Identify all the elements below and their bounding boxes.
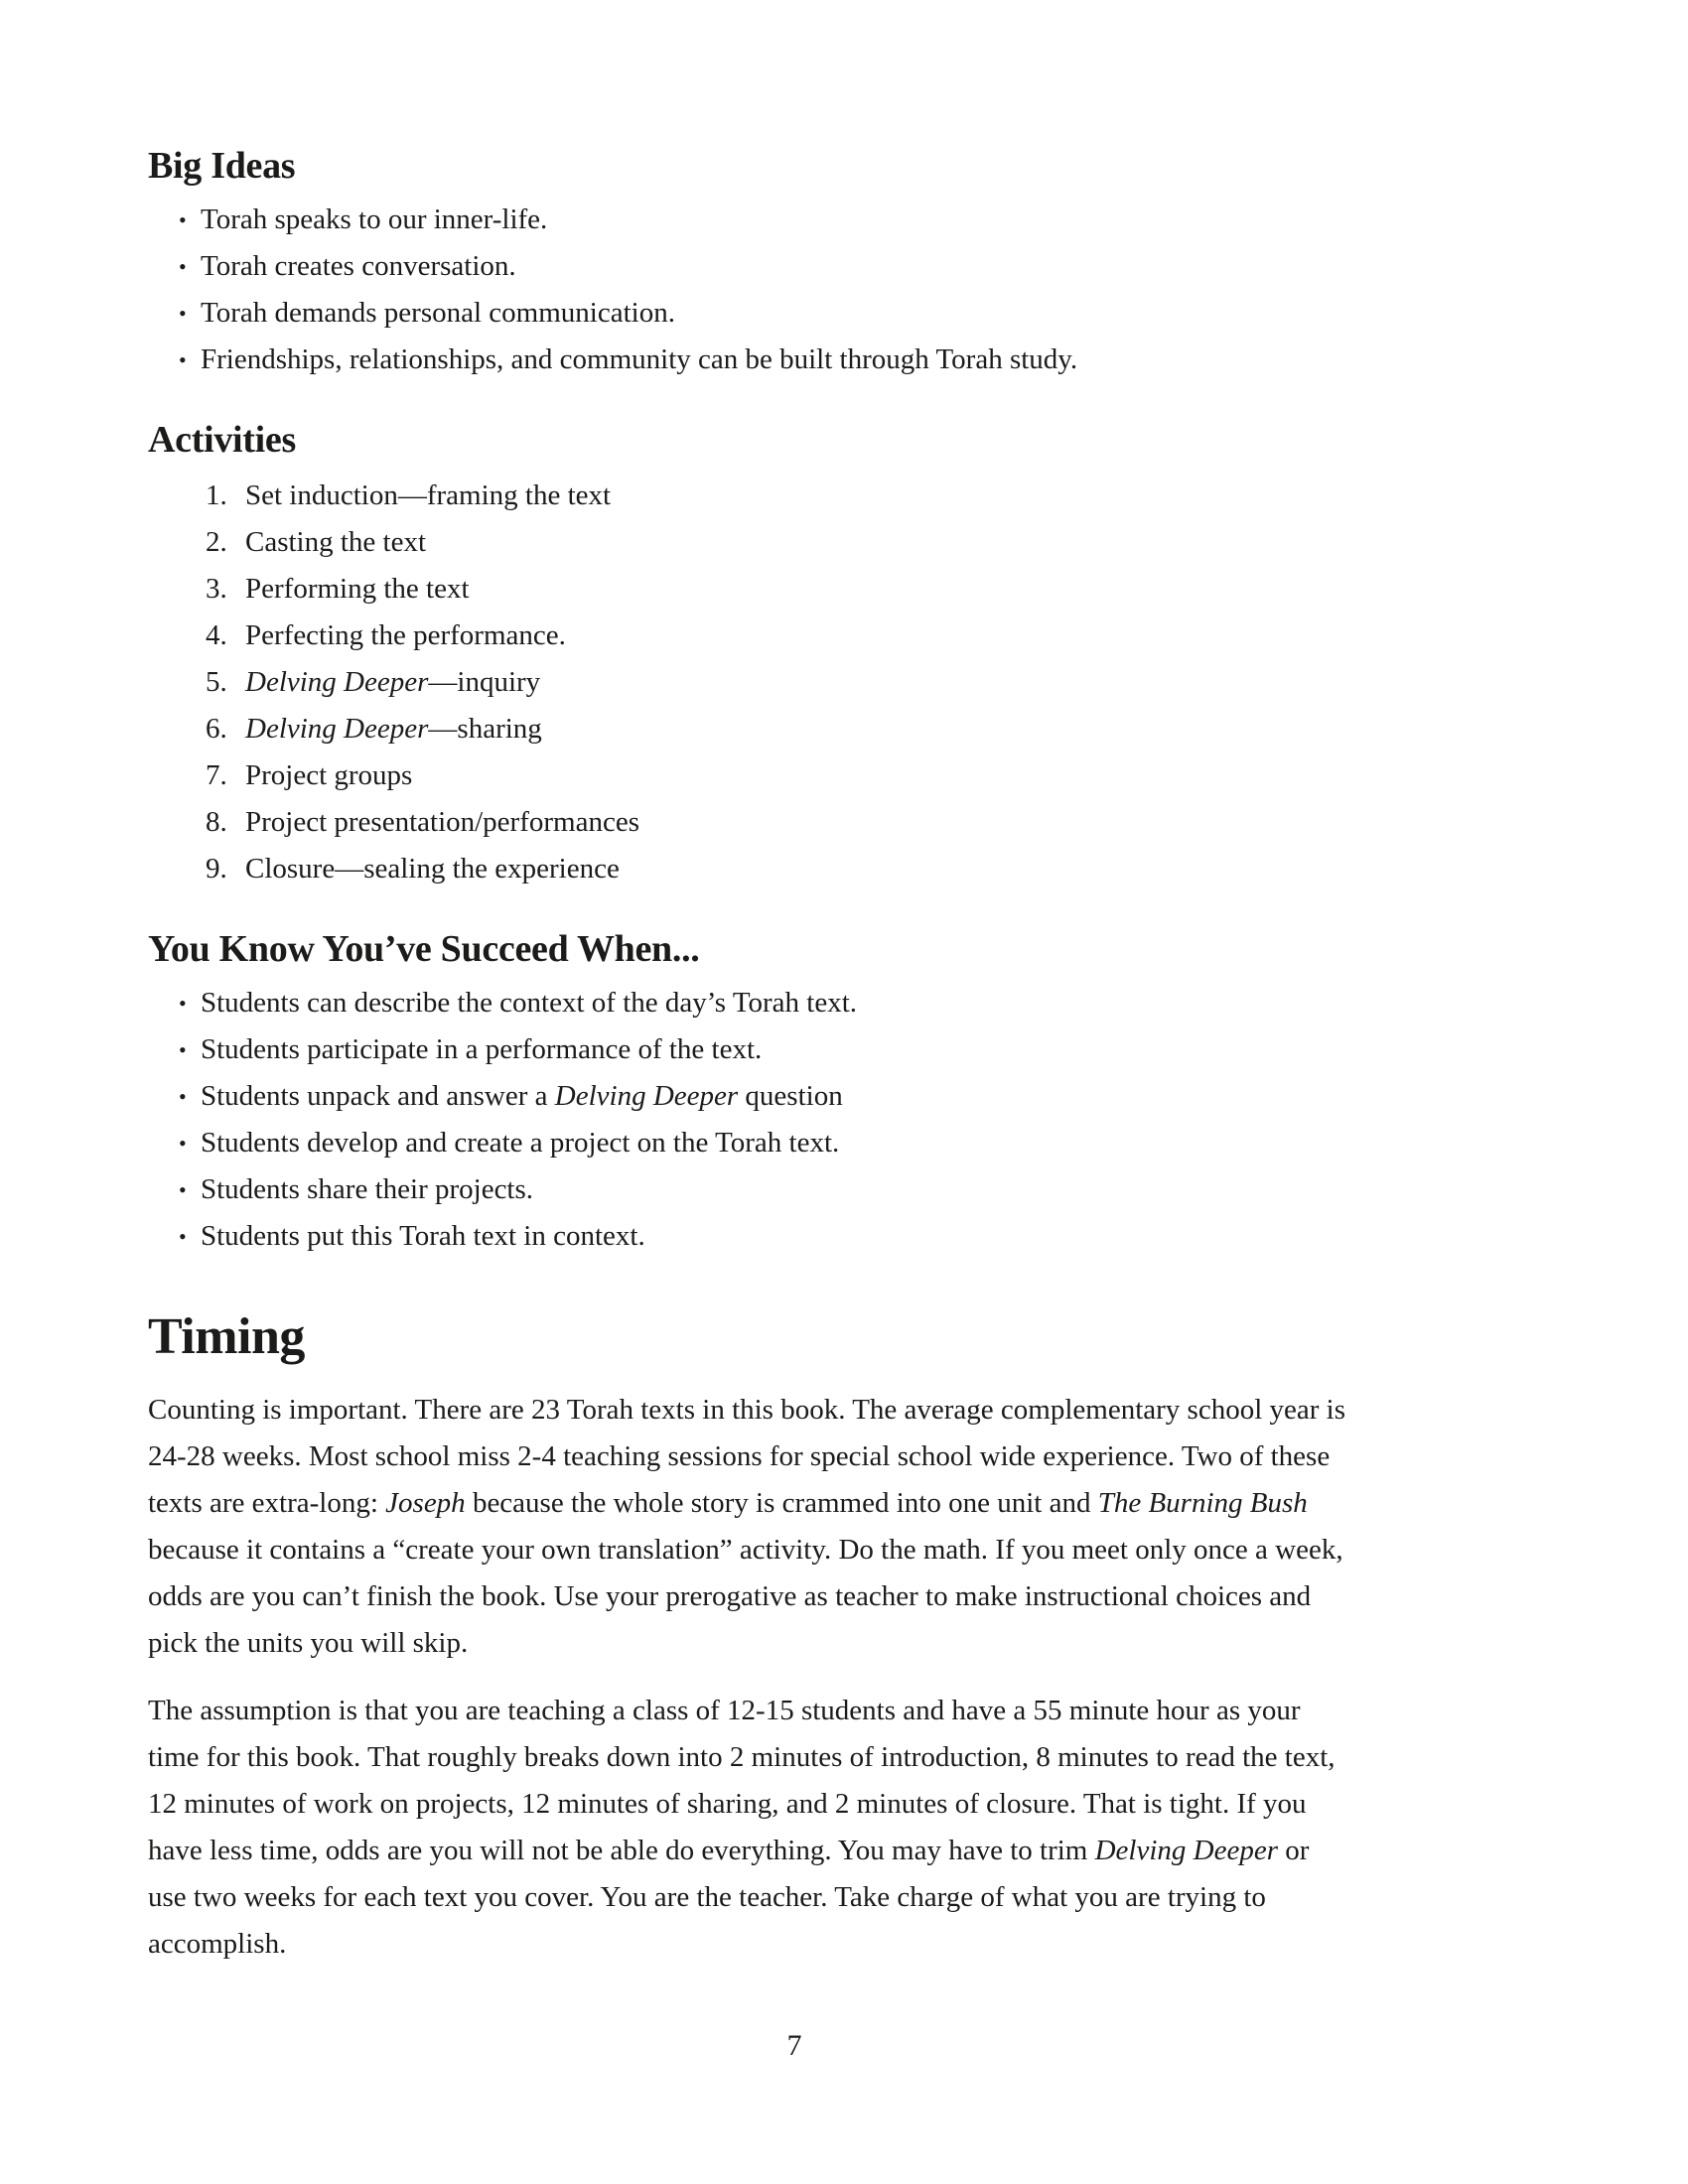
list-item xyxy=(245,473,1354,519)
list-item xyxy=(245,706,1354,752)
text-run: —sharing xyxy=(428,713,542,745)
italic-text: Joseph xyxy=(385,1487,466,1519)
italic-text: Delving Deeper xyxy=(245,666,429,698)
text-run: Project presentation/performances xyxy=(245,806,639,838)
text-run: Students share their projects. xyxy=(201,1173,534,1205)
text-run: Performing the text xyxy=(245,573,470,605)
succeed-when-list xyxy=(148,980,1354,1260)
section-activities xyxy=(148,419,1354,892)
succeed-when-heading: You Know You’ve Succeed When... xyxy=(148,928,700,970)
list-item xyxy=(245,519,1354,566)
text-run: Students put this Torah text in context. xyxy=(201,1220,645,1252)
section-big-ideas xyxy=(148,145,1354,383)
text-run: Torah demands personal communication. xyxy=(201,297,675,329)
big-ideas-heading: Big Ideas xyxy=(148,145,296,187)
section-timing xyxy=(148,1307,1354,1968)
list-item xyxy=(201,337,1354,383)
text-run: question xyxy=(738,1080,843,1112)
list-item xyxy=(201,290,1354,337)
big-ideas-list xyxy=(148,197,1354,383)
text-run: Closure—sealing the experience xyxy=(245,853,620,885)
list-item xyxy=(245,799,1354,846)
italic-text: Delving Deeper xyxy=(554,1080,739,1112)
activities-heading: Activities xyxy=(148,419,296,461)
list-item xyxy=(201,1166,1354,1213)
page-content xyxy=(148,145,1354,1968)
text-run: Torah speaks to our inner-life. xyxy=(201,204,548,235)
italic-text: Delving Deeper xyxy=(1094,1835,1279,1866)
list-item xyxy=(201,1120,1354,1166)
text-run: Set induction—framing the text xyxy=(245,479,612,511)
text-run: Students can describe the context of the day’s Torah text. xyxy=(201,987,858,1019)
italic-text: The Burning Bush xyxy=(1097,1487,1308,1519)
text-run: Students develop and create a project on the Torah text. xyxy=(201,1127,840,1159)
activities-list xyxy=(148,473,1354,892)
text-run: because the whole story is crammed into one unit and xyxy=(465,1487,1098,1519)
text-run: or use two weeks for each text you cover. You are the teacher. Take charge of what you are trying to accomplish. xyxy=(148,1835,1310,1960)
list-item xyxy=(201,1073,1354,1120)
text-run: because it contains a “create your own translation” activity. Do the math. If you meet only once a week, odds are you can’t finish the book. Use your prerogative as teacher to make instructional choices and pick the units you will skip. xyxy=(148,1534,1343,1659)
list-item xyxy=(245,566,1354,613)
text-run: Project groups xyxy=(245,759,413,791)
paragraph xyxy=(148,1387,1354,1667)
list-item xyxy=(245,613,1354,659)
text-run: Casting the text xyxy=(245,526,427,558)
list-item xyxy=(201,243,1354,290)
list-item xyxy=(245,846,1354,892)
list-item xyxy=(201,1026,1354,1073)
paragraph xyxy=(148,1688,1354,1968)
text-run: Students participate in a performance of the text. xyxy=(201,1033,763,1065)
timing-heading: Timing xyxy=(148,1308,305,1365)
text-run: Friendships, relationships, and community can be built through Torah study. xyxy=(201,343,1078,375)
text-run: The assumption is that you are teaching a class of 12-15 students and have a 55 minute hour as your time for this book. That roughly breaks down into 2 minutes of introduction, 8 minutes to read the text, 12 minutes of work on projects, 12 minutes of sharing, and 2 minutes of closure. That is tight. If you have less time, odds are you will not be able do everything. You may have to trim xyxy=(148,1695,1336,1866)
list-item xyxy=(245,659,1354,706)
list-item xyxy=(245,752,1354,799)
text-run: Students unpack and answer a xyxy=(201,1080,555,1112)
text-run: Perfecting the performance. xyxy=(245,619,566,651)
section-succeed-when xyxy=(148,928,1354,1260)
timing-paragraphs xyxy=(148,1387,1354,1968)
italic-text: Delving Deeper xyxy=(245,713,429,745)
text-run: Counting is important. There are 23 Torah texts in this book. The average complementary school year is 24-28 weeks. Most school miss 2-4 teaching sessions for special school wide experience. Two of these texts are extra-long: xyxy=(148,1394,1346,1519)
text-run: —inquiry xyxy=(428,666,541,698)
text-run: Torah creates conversation. xyxy=(201,250,516,282)
list-item xyxy=(201,1213,1354,1260)
page-number: 7 xyxy=(786,2029,802,2062)
list-item xyxy=(201,980,1354,1026)
list-item xyxy=(201,197,1354,243)
